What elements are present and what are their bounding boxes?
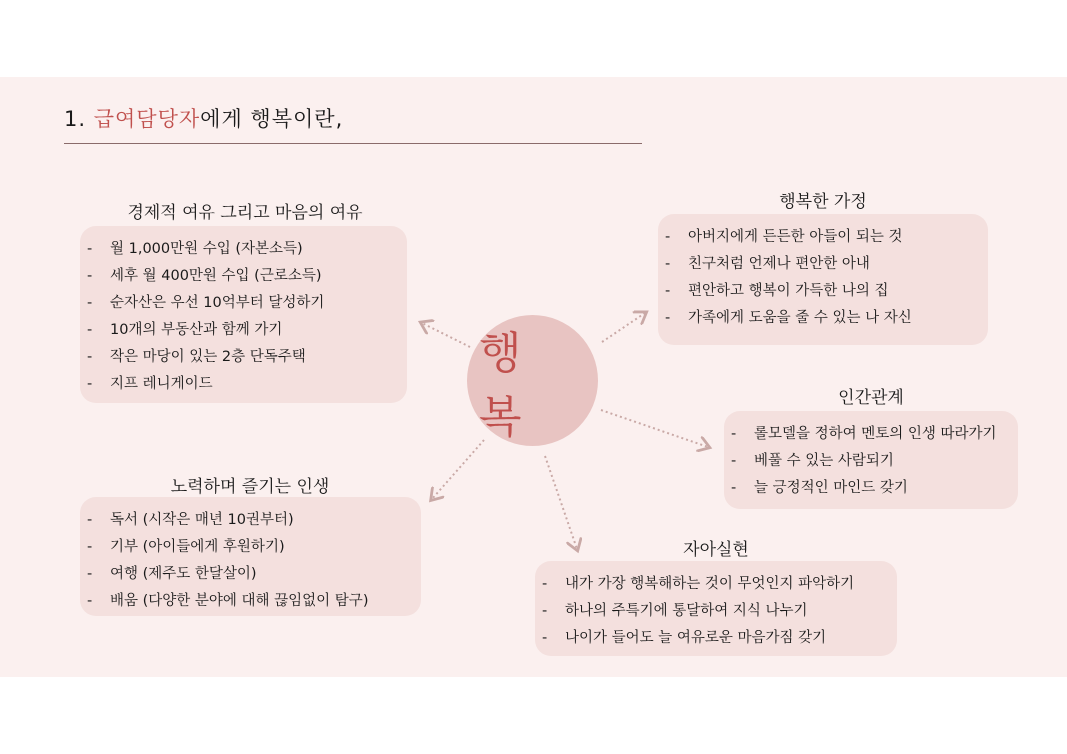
item-text: 순자산은 우선 10억부터 달성하기 [110,295,325,311]
list-item [535,598,897,625]
item-text: 배움 (다양한 분야에 대해 끊임없이 탐구) [110,593,369,609]
bullet-dash: - [665,256,671,272]
box-economic [80,226,407,403]
item-text: 월 1,000만원 수입 (자본소득) [110,241,303,257]
bullet-dash: - [731,480,737,496]
center-circle [467,315,598,446]
box-family [658,214,988,345]
item-text: 작은 마당이 있는 2층 단독주택 [110,349,306,365]
title-accent: 급여담당자 [93,107,201,131]
bullet-dash: - [87,539,93,555]
bullet-dash: - [542,576,548,592]
list-item [80,588,421,615]
list-item [80,507,421,534]
list-item [80,263,407,290]
list-item [724,421,1018,448]
bullet-dash: - [665,310,671,326]
title-number: 1. [64,107,87,131]
list-item [724,475,1018,502]
heading-family: 행복한 가정 [779,192,867,212]
item-text: 세후 월 400만원 수입 (근로소득) [110,268,322,284]
list-item [658,251,988,278]
bullet-dash: - [731,453,737,469]
item-text: 롤모델을 정하여 멘토의 인생 따라가기 [754,426,997,442]
box-relations [724,411,1018,509]
list-item [80,371,407,398]
bullet-dash: - [87,593,93,609]
bullet-dash: - [87,241,93,257]
list-item [658,278,988,305]
item-text: 독서 (시작은 매년 10권부터) [110,512,294,528]
box-selfrealization [535,561,897,656]
item-text: 지프 레니게이드 [110,376,213,392]
heading-economic: 경제적 여유 그리고 마음의 여유 [127,203,363,223]
item-text: 가족에게 도움을 줄 수 있는 나 자신 [688,310,912,326]
bullet-dash: - [87,268,93,284]
arrow-to-life [432,440,484,499]
item-text: 베풀 수 있는 사람되기 [754,453,894,469]
list-item [80,561,421,588]
bullet-dash: - [87,512,93,528]
list-item [535,625,897,652]
list-item [658,224,988,251]
item-text: 10개의 부동산과 함께 가기 [110,322,283,338]
list-item [80,236,407,263]
list-item [80,534,421,561]
item-text: 하나의 주특기에 통달하여 지식 나누기 [565,603,808,619]
item-text: 아버지에게 든든한 아들이 되는 것 [688,229,903,245]
bullet-dash: - [542,630,548,646]
heading-life: 노력하며 즐기는 인생 [170,477,330,497]
title-rest: 에게 행복이란, [200,107,344,131]
bullet-dash: - [665,229,671,245]
arrow-to-economic [422,323,470,347]
list-item [724,448,1018,475]
bullet-dash: - [87,322,93,338]
bullet-dash: - [731,426,737,442]
bullet-dash: - [542,603,548,619]
item-text: 여행 (제주도 한달살이) [110,566,257,582]
bullet-dash: - [665,283,671,299]
bullet-dash: - [87,295,93,311]
heading-relations: 인간관계 [838,388,904,408]
arrow-to-relations [601,410,708,447]
list-item [80,290,407,317]
item-text: 나이가 들어도 늘 여유로운 마음가짐 갖기 [565,630,827,646]
box-life [80,497,421,616]
item-text: 편안하고 행복이 가득한 나의 집 [688,283,889,299]
bullet-dash: - [87,566,93,582]
list-item [535,571,897,598]
heading-selfrealization: 자아실현 [683,540,749,560]
item-text: 내가 가장 행복해하는 것이 무엇인지 파악하기 [565,576,855,592]
item-text: 늘 긍정적인 마인드 갖기 [754,480,908,496]
list-item [658,305,988,332]
item-text: 친구처럼 언제나 편안한 아내 [688,256,870,272]
center-label: 행 복 [479,327,534,443]
list-item [80,344,407,371]
list-item [80,317,407,344]
bullet-dash: - [87,376,93,392]
arrow-to-family [602,313,645,342]
bullet-dash: - [87,349,93,365]
item-text: 기부 (아이들에게 후원하기) [110,539,285,555]
